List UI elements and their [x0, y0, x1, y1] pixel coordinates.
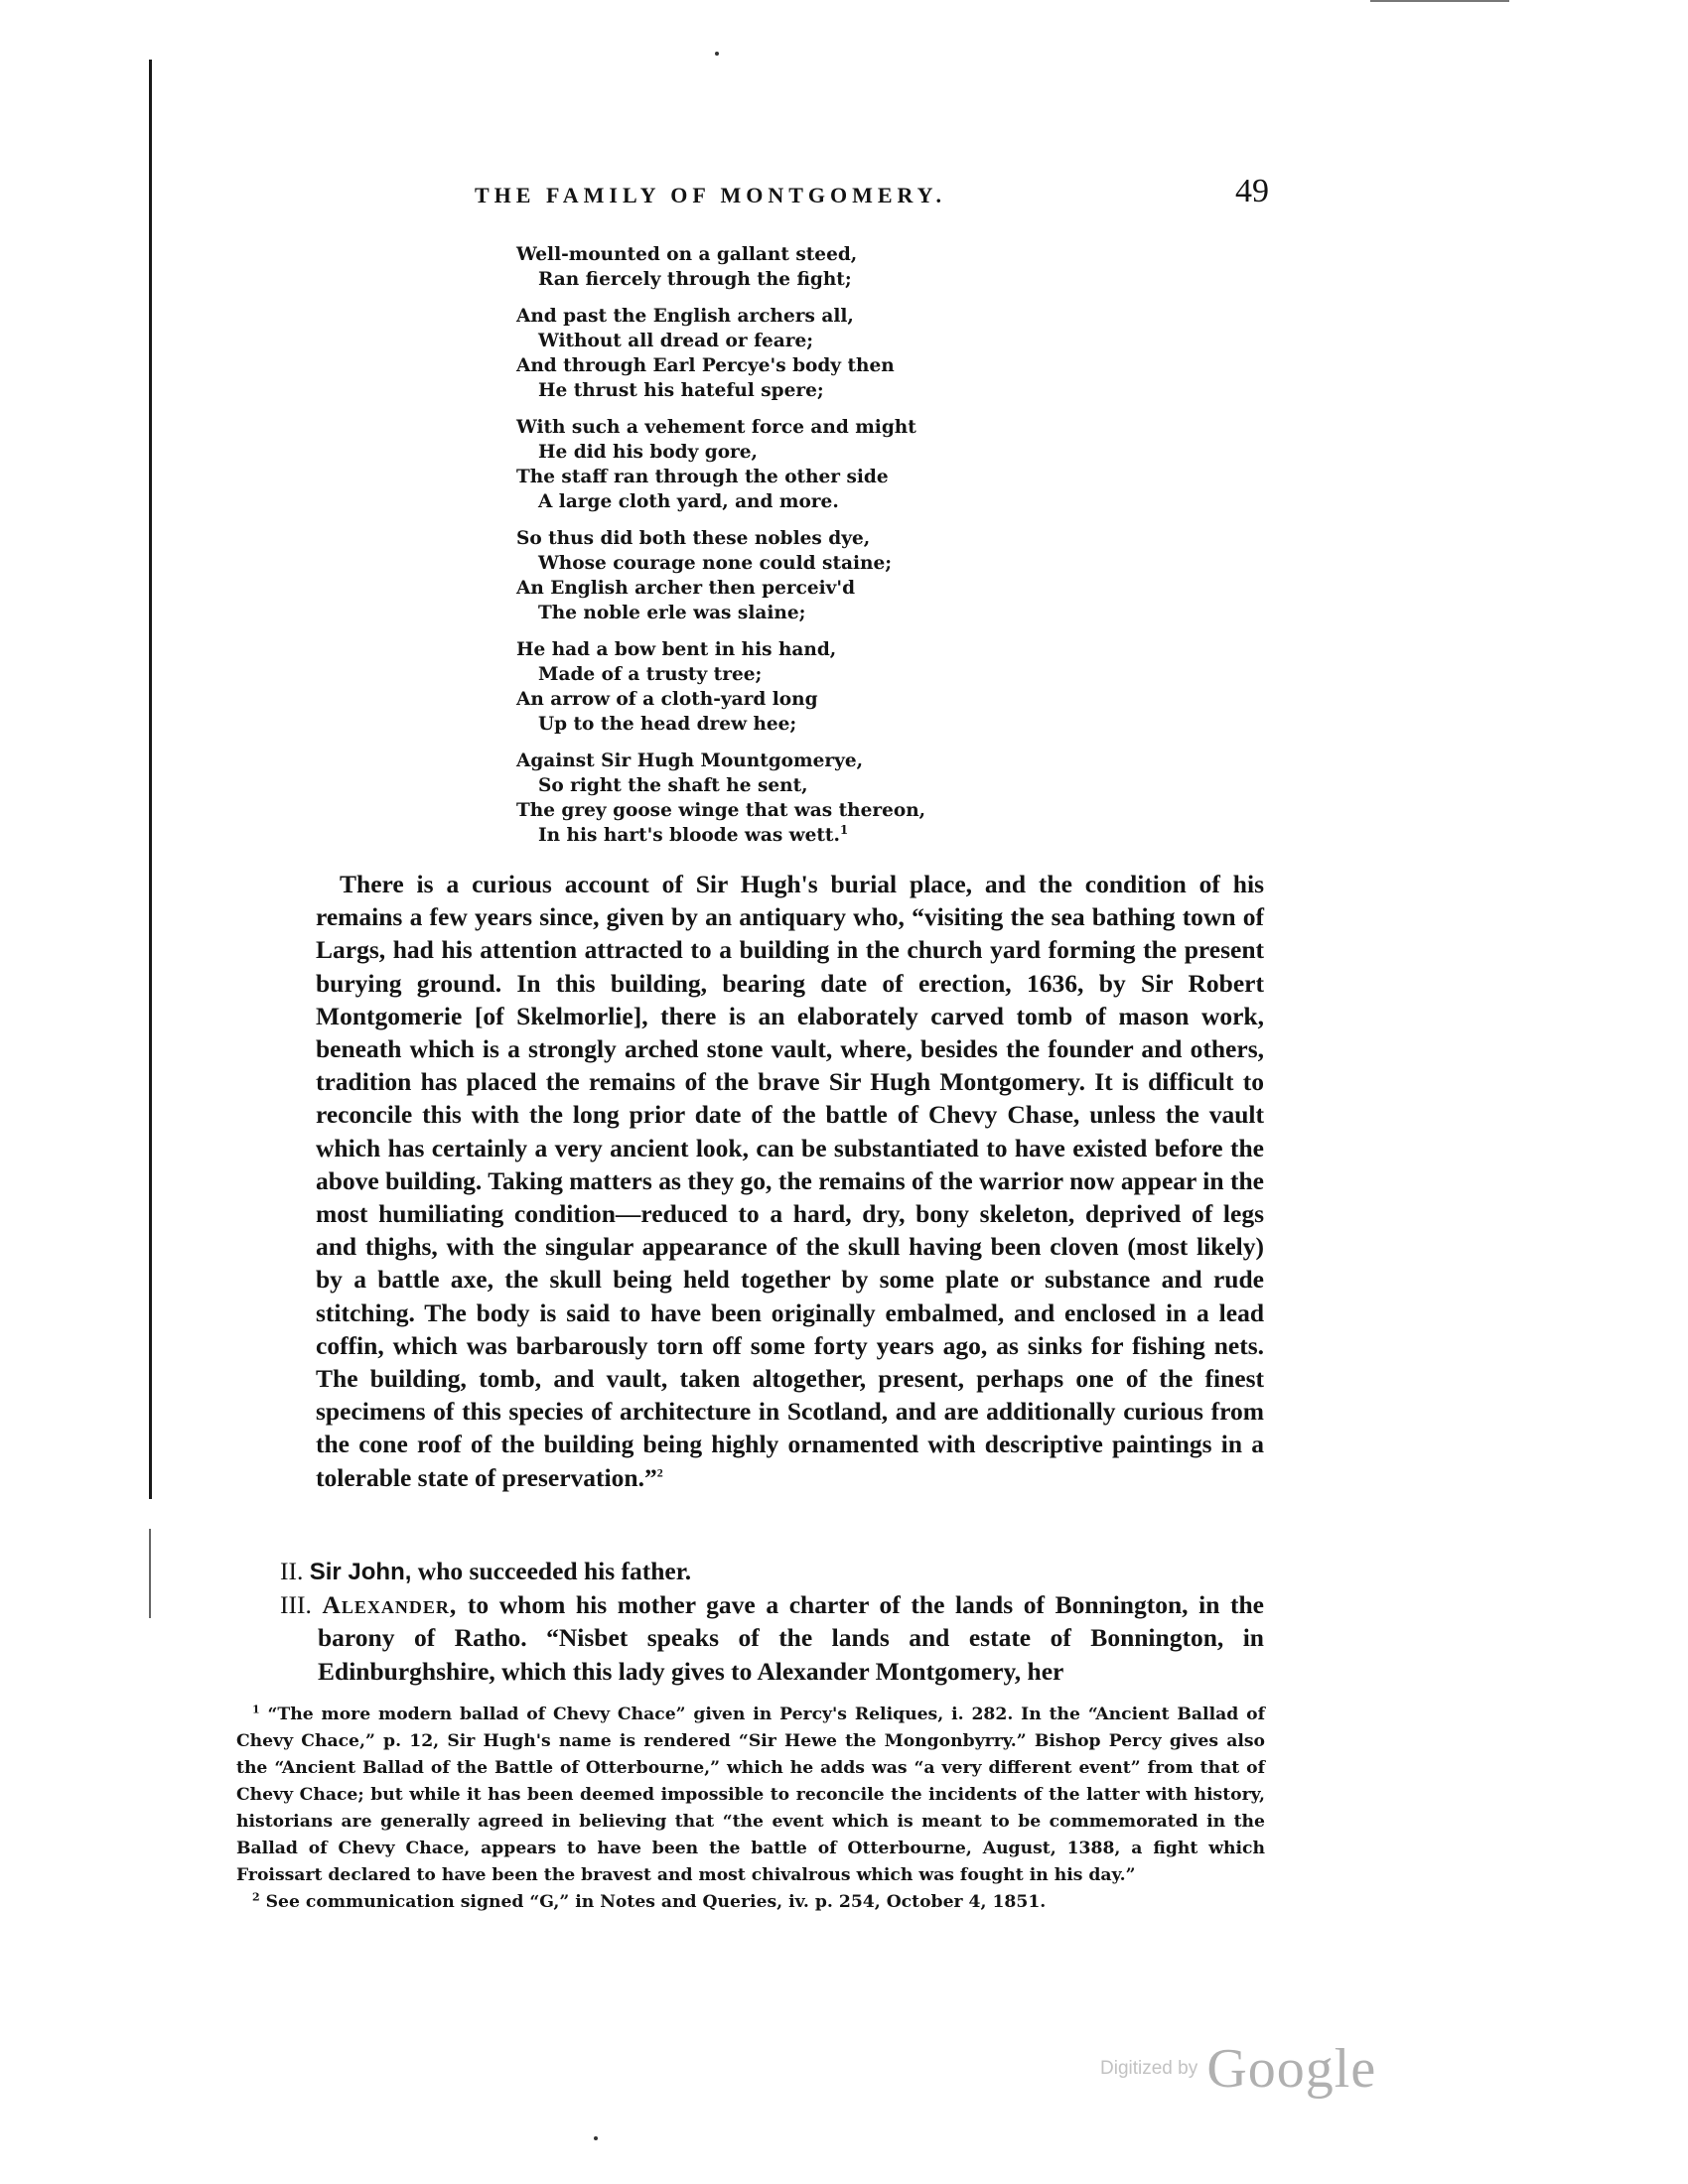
- page-header: [475, 173, 1269, 220]
- poem-line: The staff ran through the other side: [516, 467, 889, 487]
- scan-edge-tick: [149, 1529, 151, 1618]
- running-title: THE FAMILY OF MONTGOMERY.: [475, 183, 947, 207]
- footnote-number: 2: [252, 1890, 260, 1904]
- poem-line: Well-mounted on a gallant steed,: [516, 244, 858, 265]
- poem-line: And through Earl Percye's body then: [516, 355, 895, 376]
- scan-speck: [715, 52, 719, 56]
- poem-line: The grey goose winge that was thereon,: [516, 800, 926, 821]
- poem-line: And past the English archers all,: [516, 306, 854, 327]
- stanza: [516, 242, 1013, 292]
- scan-top-rule: [1370, 0, 1509, 2]
- poem-line: He thrust his hateful spere;: [538, 380, 824, 401]
- footnote: [236, 1702, 1265, 1889]
- paragraph: [316, 868, 1264, 1494]
- poem-line: An English archer then perceiv'd: [516, 578, 856, 599]
- stanza: [516, 749, 1013, 848]
- person-name: Sir John,: [309, 1559, 412, 1585]
- footnote-marker: 2: [656, 1465, 663, 1480]
- poem-line: The noble erle was slaine;: [538, 603, 806, 623]
- person-name: Alexander,: [322, 1590, 458, 1620]
- list-numeral: III.: [280, 1590, 312, 1620]
- stanza: [516, 304, 1013, 403]
- poem-line: With such a vehement force and might: [516, 417, 916, 438]
- poem-line: He did his body gore,: [538, 442, 758, 463]
- footnote-text: “The more modern ballad of Chevy Chace” given in Percy's Reliques, i. 282. In the “Ancient Ballad of Chevy Chace,” p. 12, Sir Hugh's name is rendered “Sir Hewe the Mongonbyrry.” Bishop Percy gives also the “Ancient Ballad of the Battle of Otterbourne,” which he adds was “a very different event” from that of Chevy Chace; but while it has been deemed impossible to reconcile the incidents of the latter with history, historians are generally agreed in believing that “the event which is meant to be commemorated in the Ballad of Chevy Chace, appears to have been the battle of Otterbourne, August, 1388, a fight which Froissart declared to have been the bravest and most chivalrous which was fought in his day.”: [236, 1705, 1265, 1885]
- list-item: [280, 1555, 1264, 1588]
- footnote-text: See communication signed “G,” in Notes and Queries, iv. p. 254, October 4, 1851.: [265, 1892, 1047, 1912]
- stanza: [516, 637, 1013, 737]
- poem-line: Whose courage none could staine;: [538, 553, 893, 574]
- poem-line: A large cloth yard, and more.: [538, 491, 839, 512]
- poem-line: So right the shaft he sent,: [538, 775, 808, 796]
- poem-line: Made of a trusty tree;: [538, 664, 763, 685]
- poem-line-text: In his hart's bloode was wett.: [538, 825, 840, 846]
- succession-list: [280, 1555, 1264, 1688]
- list-item-text: who succeeded his father.: [417, 1557, 692, 1585]
- poem-line: So thus did both these nobles dye,: [516, 528, 871, 549]
- footnote-number: 1: [252, 1703, 260, 1716]
- poem-line: Against Sir Hugh Mountgomerye,: [516, 751, 864, 771]
- scan-edge-line: [149, 60, 152, 1499]
- paragraph-text: There is a curious account of Sir Hugh's burial place, and the condition of his remains a few years since, given by an antiquary who, “visiting the sea bathing town of Largs, had his attention attracted to a building in the church yard forming the present burying ground. In this building, bearing date of erection, 1636, by Sir Robert Montgomerie [of Skelmorlie], there is an elaborately carved tomb of mason work, beneath which is a strongly arched stone vault, where, besides the founder and others, tradition has placed the remains of the brave Sir Hugh Montgomery. It is difficult to reconcile this with the long prior date of the battle of Chevy Chase, unless the vault which has certainly a very ancient look, can be substantiated to have existed before the above building. Taking matters as they go, the remains of the warrior now appear in the most humiliating condition—reduced to a hard, dry, bony skeleton, deprived of legs and thighs, with the singular appearance of the skull having been cloven (most likely) by a battle axe, the skull being held together by some plate or substance and rude stitching. The body is said to have been originally embalmed, and enclosed in a lead coffin, which was barbarously torn off some forty years ago, as sinks for fishing nets. The building, tomb, and vault, taken altogether, present, perhaps one of the finest specimens of this species of architecture in Scotland, and are additionally curious from the cone roof of the building being highly ornamented with descriptive paintings in a tolerable state of preservation.”: [316, 870, 1264, 1492]
- poem-line: Up to the head drew hee;: [538, 714, 797, 735]
- poem-line: Without all dread or feare;: [538, 331, 814, 351]
- ballad-excerpt: [516, 242, 1013, 860]
- poem-line: He had a bow bent in his hand,: [516, 639, 837, 660]
- list-item-text: to whom his mother gave a charter of the lands of Bonnington, in the barony of Ratho. “Nisbet speaks of the lands and estate of Bonnington, in Edinburghshire, which this lady gives to Alexander Montgomery, her: [318, 1590, 1264, 1686]
- poem-line: [516, 823, 1013, 848]
- google-logo: Google: [1206, 2038, 1377, 2100]
- watermark-prefix: Digitized by: [1100, 2058, 1198, 2079]
- footnote: [236, 1889, 1265, 1916]
- stanza: [516, 526, 1013, 625]
- list-numeral: II.: [280, 1557, 304, 1585]
- poem-line: An arrow of a cloth-yard long: [516, 689, 818, 710]
- footnotes: [236, 1702, 1265, 1916]
- page-number: 49: [1235, 173, 1269, 209]
- scan-speck: [594, 2136, 598, 2140]
- footnote-marker: 1: [839, 822, 849, 837]
- body-text: [316, 868, 1264, 1494]
- digitized-watermark: [1100, 2037, 1377, 2100]
- list-item: [280, 1588, 1264, 1688]
- poem-line: Ran fiercely through the fight;: [538, 269, 852, 290]
- stanza: [516, 415, 1013, 514]
